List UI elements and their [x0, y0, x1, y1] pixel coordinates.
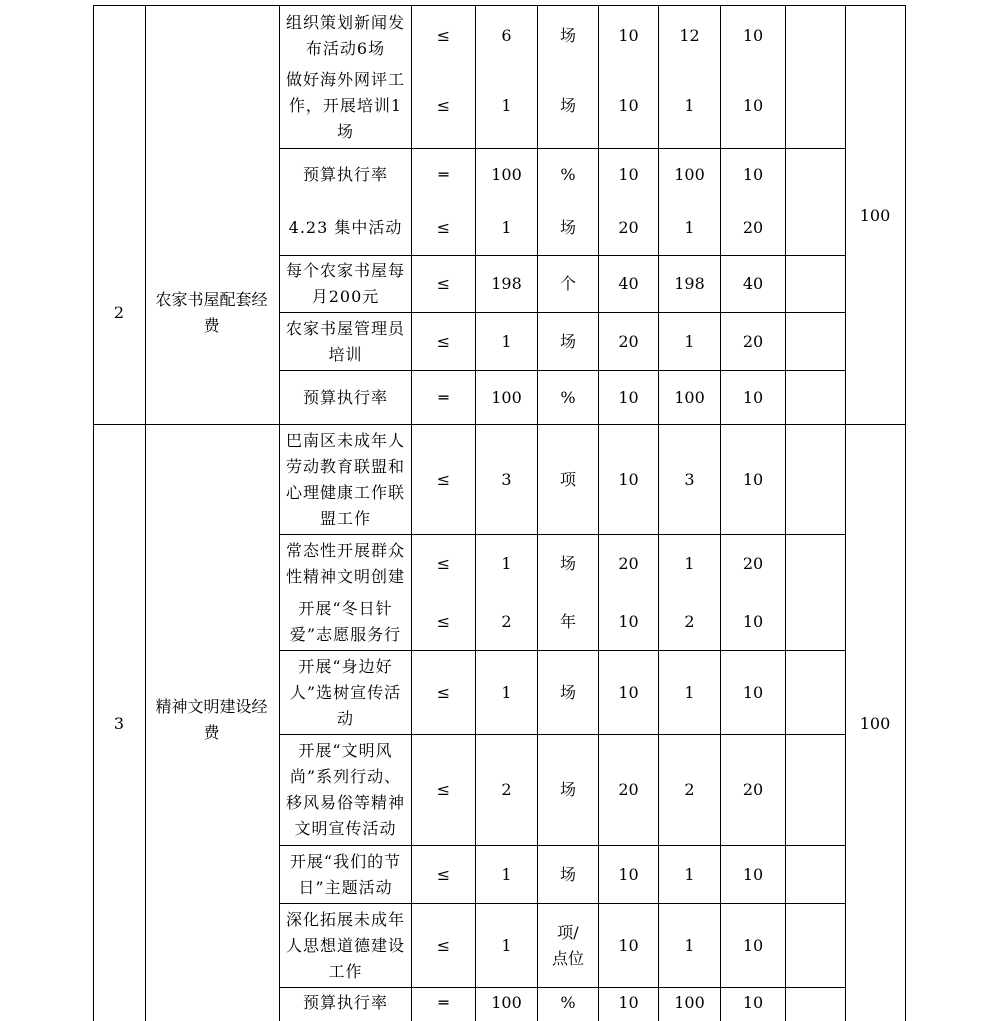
group-3-project-name: 精神文明建设经费	[155, 697, 268, 742]
cell-op: ≤	[436, 218, 451, 237]
cell-op: ≤	[436, 864, 451, 884]
cell-indicator: 开展“身边好人”选树宣传活动	[289, 656, 402, 728]
cell-target: 1	[501, 864, 512, 884]
cell-unit: 场	[559, 553, 576, 573]
cell-score: 20	[742, 553, 764, 573]
cell-indicator: 开展“文明风尚”系列行动、移风易俗等精神文明宣传活动	[285, 741, 405, 838]
cell-target: 1	[501, 682, 512, 702]
group-2-number: 2	[113, 303, 125, 322]
cell-score: 10	[742, 935, 764, 955]
cell-indicator: 农家书屋管理员培训	[285, 318, 405, 364]
cell-op: ≤	[436, 96, 451, 115]
cell-indicator: 预算执行率	[302, 993, 388, 1012]
cell-score: 10	[742, 26, 764, 45]
cell-score: 40	[742, 274, 764, 293]
cell-weight: 10	[618, 387, 639, 407]
cell-score: 10	[742, 96, 764, 115]
cell-score: 20	[742, 331, 764, 351]
cell-actual: 1	[684, 935, 695, 955]
cell-indicator: 4.23 集中活动	[288, 218, 403, 237]
cell-op: ≤	[436, 935, 451, 955]
cell-note	[786, 651, 845, 734]
cell-unit: 年	[559, 611, 576, 631]
cell-actual: 100	[674, 164, 705, 184]
cell-op: ═	[438, 387, 449, 407]
cell-note	[786, 256, 845, 312]
cell-weight: 10	[618, 611, 639, 631]
cell-indicator: 开展“冬日针爱”志愿服务行	[289, 598, 402, 644]
cell-indicator: 开展“我们的节日”主题活动	[289, 851, 402, 897]
cell-actual: 12	[679, 26, 700, 45]
cell-unit: 场	[559, 331, 576, 351]
cell-indicator: 预算执行率	[302, 164, 388, 184]
table-vertical-rule	[845, 5, 846, 1021]
group-3-number: 3	[113, 713, 125, 733]
cell-weight: 40	[618, 274, 639, 293]
group-2-project-name: 农家书屋配套经费	[155, 290, 268, 335]
cell-indicator: 巴南区未成年人劳动教育联盟和心理健康工作联盟工作	[285, 430, 405, 528]
cell-op: ≤	[436, 553, 451, 573]
cell-unit: %	[560, 993, 576, 1012]
cell-unit: 项	[559, 469, 576, 489]
cell-note	[786, 425, 845, 534]
cell-unit: 项/点位	[551, 922, 584, 968]
cell-actual: 100	[674, 993, 705, 1012]
cell-unit: 场	[559, 780, 576, 799]
cell-weight: 10	[618, 993, 639, 1012]
cell-target: 1	[501, 218, 512, 237]
cell-unit: 场	[559, 218, 576, 237]
cell-score: 10	[742, 164, 764, 184]
cell-weight: 10	[618, 164, 639, 184]
cell-weight: 20	[618, 780, 639, 799]
cell-op: ≤	[436, 26, 451, 45]
cell-weight: 10	[618, 935, 639, 955]
cell-score: 20	[742, 780, 764, 799]
cell-note	[786, 535, 845, 592]
cell-indicator: 深化拓展未成年人思想道德建设工作	[285, 909, 405, 981]
cell-note	[786, 846, 845, 903]
cell-note	[786, 904, 845, 987]
cell-note	[786, 64, 845, 148]
cell-note	[786, 593, 845, 650]
cell-note	[786, 988, 845, 1018]
table-top-rule	[93, 5, 906, 6]
cell-score: 10	[742, 993, 764, 1012]
cell-target: 6	[501, 26, 512, 45]
cell-target: 3	[501, 469, 512, 489]
cell-unit: 场	[559, 26, 576, 45]
cell-unit: 个	[559, 274, 576, 293]
cell-score: 10	[742, 387, 764, 407]
cell-note	[786, 371, 845, 424]
cell-op: ≤	[436, 682, 451, 702]
group-3-total-score: 100	[859, 713, 891, 733]
cell-note	[786, 201, 845, 255]
cell-note	[786, 313, 845, 370]
cell-unit: 场	[559, 96, 576, 115]
cell-score: 20	[742, 218, 764, 237]
cell-op: ≤	[436, 611, 451, 631]
cell-target: 198	[491, 274, 522, 293]
cell-target: 1	[501, 553, 512, 573]
cell-target: 2	[501, 780, 512, 799]
cell-score: 10	[742, 864, 764, 884]
cell-op: ≤	[436, 780, 451, 799]
cell-actual: 198	[674, 274, 705, 293]
cell-actual: 2	[684, 611, 695, 631]
cell-target: 2	[501, 611, 512, 631]
cell-op: ═	[438, 993, 449, 1012]
table-vertical-rule	[905, 5, 906, 1021]
cell-score: 10	[742, 611, 764, 631]
cell-target: 100	[491, 387, 522, 407]
cell-actual: 2	[684, 780, 695, 799]
cell-actual: 1	[684, 218, 695, 237]
cell-weight: 10	[618, 864, 639, 884]
cell-op: ═	[438, 164, 449, 184]
cell-actual: 100	[674, 387, 705, 407]
cell-unit: %	[560, 387, 576, 407]
cell-unit: 场	[559, 864, 576, 884]
cell-indicator: 常态性开展群众性精神文明创建	[285, 540, 405, 586]
cell-actual: 1	[684, 682, 695, 702]
cell-score: 10	[742, 682, 764, 702]
cell-note	[786, 735, 845, 845]
cell-actual: 1	[684, 864, 695, 884]
cell-weight: 20	[618, 218, 639, 237]
cell-note	[786, 9, 845, 63]
cell-actual: 1	[684, 331, 695, 351]
cell-target: 100	[491, 164, 522, 184]
cell-weight: 20	[618, 553, 639, 573]
cell-op: ≤	[436, 274, 451, 293]
cell-weight: 10	[618, 682, 639, 702]
cell-weight: 10	[618, 469, 639, 489]
cell-note	[786, 149, 845, 200]
cell-actual: 1	[684, 96, 695, 115]
cell-actual: 1	[684, 553, 695, 573]
cell-target: 1	[501, 96, 512, 115]
cell-actual: 3	[684, 469, 695, 489]
cell-indicator: 每个农家书屋每月200元	[285, 261, 405, 306]
cell-indicator: 组织策划新闻发布活动6场	[285, 13, 405, 58]
cell-op: ≤	[436, 331, 451, 351]
table-vertical-rule	[93, 5, 94, 1021]
cell-weight: 10	[618, 26, 639, 45]
cell-weight: 10	[618, 96, 639, 115]
cell-indicator: 做好海外网评工作，开展培训1场	[285, 70, 405, 141]
table-vertical-rule	[145, 5, 146, 1021]
cell-unit: %	[560, 164, 576, 184]
cell-indicator: 预算执行率	[302, 387, 388, 407]
cell-target: 1	[501, 935, 512, 955]
cell-target: 1	[501, 331, 512, 351]
cell-weight: 20	[618, 331, 639, 351]
cell-op: ≤	[436, 469, 451, 489]
group-2-total-score: 100	[859, 206, 891, 225]
cell-target: 100	[491, 993, 522, 1012]
cell-unit: 场	[559, 682, 576, 702]
cell-score: 10	[742, 469, 764, 489]
